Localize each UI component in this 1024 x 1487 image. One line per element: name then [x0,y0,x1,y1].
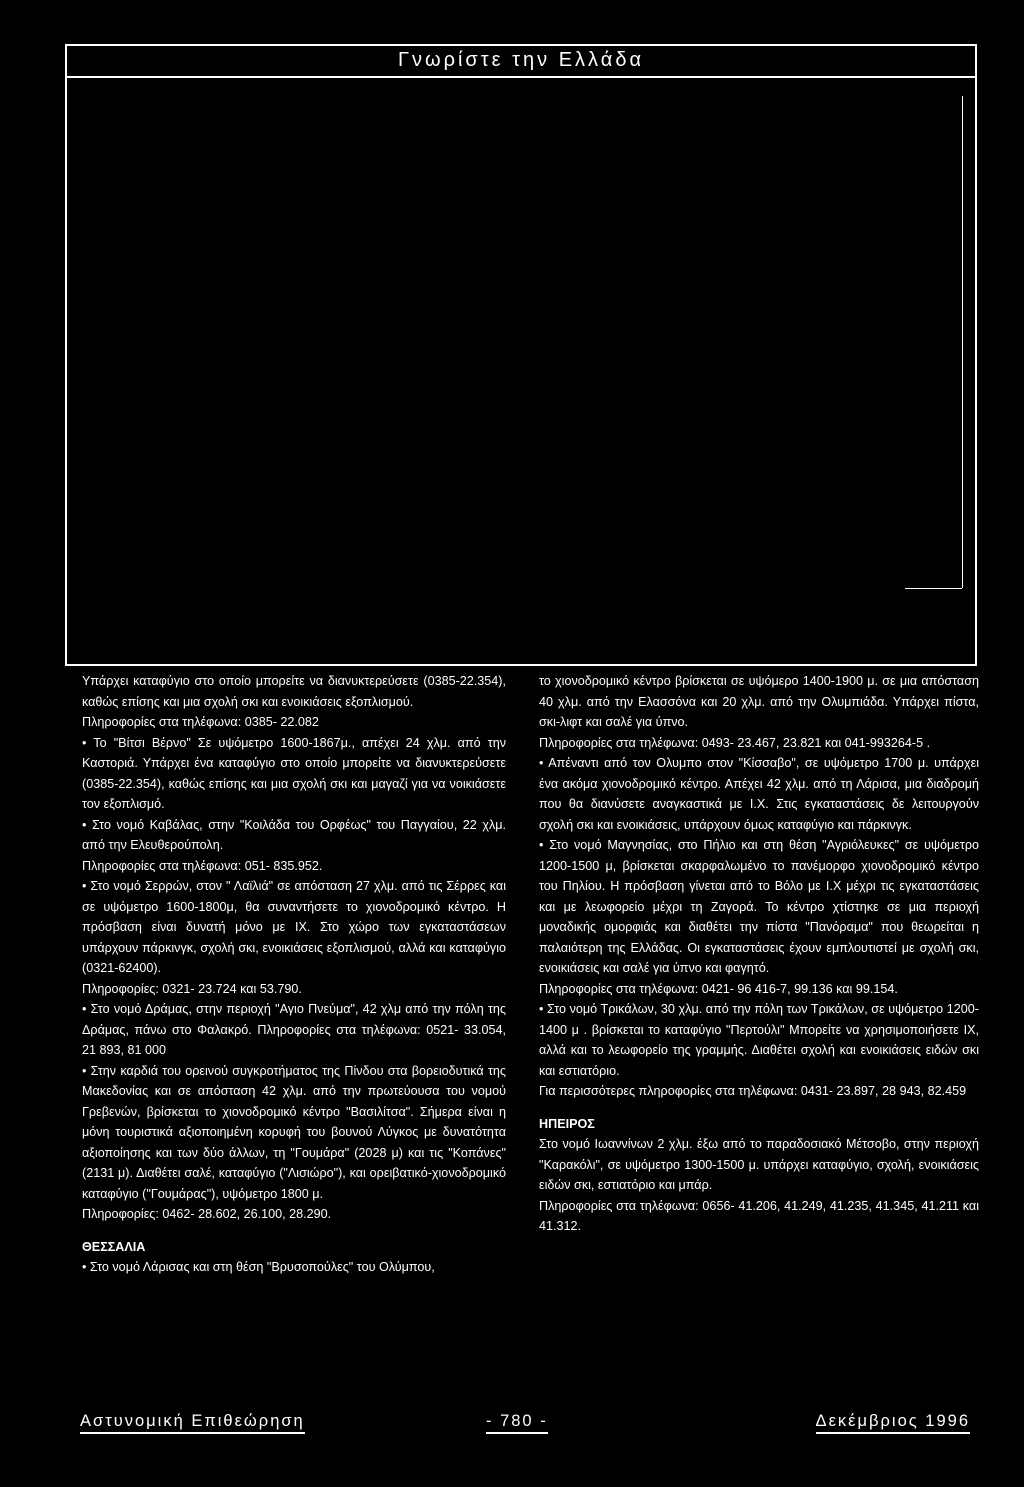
paragraph: • Απέναντι από τον Ολυμπο στον "Κίσσαβο", σε υψόμετρο 1700 μ. υπάρχει ένα ακόμα χιονοδρομικό κέντρο. Απέχει 42 χλμ. από τη Λάρισα, μια διαδρομή που θα διανύσετε αναγκαστικά με Ι.Χ. Στις εγκαταστάσεις δε λειτουργούν σχολή σκι και ενοικιάσεις, υπάρχουν όμως καταφύγιο και πάρκινγκ. [539,756,979,832]
paragraph: • Στο νομό Τρικάλων, 30 χλμ. από την πόλη των Τρικάλων, σε υψόμετρο 1200-1400 μ . βρίσκεται το καταφύγιο "Περτούλι" Μπορείτε να χρησιμοποιήσετε ΙΧ, αλλά και το λεωφορείο της γραμμής. Διαθέτει σχολή και ενοικιάσεις ειδών σκι και εστιατόριο. [539,1002,979,1078]
left-column [82,671,506,1278]
paragraph: • Στο νομό Μαγνησίας, στο Πήλιο και στη θέση "Αγριόλευκες" σε υψόμετρο 1200-1500 μ, βρίσκεται σκαρφαλωμένο το πανέμορφο χιονοδρομικό κέντρο του Πηλίου. Η πρόσβαση γίνεται από το Βόλο με Ι.Χ μέχρι τις εγκαταστάσεις και με λεωφορείο μέχρι τη Ζαγορά. Το κέντρο χτίστηκε σε μια περιοχή μοναδικής ομορφιάς και διαθέτει την πίστα "Πανόραμα" που θεωρείται η παλαιότερη της Ελλάδας. Οι εγκαταστάσεις έχουν εμπλουτιστεί με σχολή σκι, ενοικιάσεις και σαλέ για ύπνο και φαγητό. [539,838,979,975]
section-heading-thessalia: ΘΕΣΣΑΛΙΑ [82,1239,146,1254]
paragraph: Υπάρχει καταφύγιο στο οποίο μπορείτε να διανυκτερεύσετε (0385-22.354), καθώς επίσης και μια σχολή σκι και ενοικιάσεις εξοπλισμού. [82,674,506,709]
paragraph: Πληροφορίες στα τηλέφωνα: 0656- 41.206, 41.249, 41.235, 41.345, 41.211 και 41.312. [539,1198,979,1233]
paragraph: Στο νομό Ιωαννίνων 2 χλμ. έξω από το παραδοσιακό Μέτσοβο, στην περιοχή "Καρακόλι", σε υψόμετρο 1300-1500 μ. υπάρχει καταφύγιο, σχολή, ενοικιάσεις ειδών σκι, εστιατόριο και μπάρ. [539,1137,979,1192]
paragraph: • Στο νομό Λάρισας και στη θέση "Βρυσοπούλες" του Ολύμπου, [82,1260,435,1274]
footer-publication: Αστυνομική Επιθεώρηση [80,1412,305,1434]
paragraph: • Το "Βίτσι Βέρνο" Σε υψόμετρο 1600-1867μ., απέχει 24 χλμ. από την Καστοριά. Υπάρχει ένα καταφύγιο στο οποίο μπορείτε να διανυκτερεύσετε (0385-22.354), καθώς επίσης και μια σχολή σκι και μαγαζί για να νοικιάσετε τον εξοπλισμό. [82,735,506,811]
header-divider [67,76,975,78]
photo-frame-edge [962,96,963,588]
paragraph: • Στο νομό Δράμας, στην περιοχή "Αγιο Πνεύμα", 42 χλμ από την πόλη της Δράμας, πάνω στο Φαλακρό. Πληροφορίες στα τηλέφωνα: 0521- 33.054, 21 893, 81 000 [82,1002,506,1057]
paragraph: • Στο νομό Σερρών, στον " Λαϊλιά" σε απόσταση 27 χλμ. από τις Σέρρες και σε υψόμετρο 1600-1800μ, θα συναντήσετε το χιονοδρομικό κέντρο. Η πρόσβαση είναι δυνατή μόνο με ΙΧ. Στο χώρο των εγκαταστάσεων υπάρχουν πάρκινγκ, σχολή σκι, ενοικιάσεις εξοπλισμού, αλλά και καταφύγιο (0321-62400). [82,879,506,975]
paragraph: Πληροφορίες: 0462- 28.602, 26.100, 28.290. [82,1207,332,1221]
paragraph: το χιονοδρομικό κέντρο βρίσκεται σε υψόμερο 1400-1900 μ. σε μια απόσταση 40 χλμ. από την Ελασσόνα και 20 χλμ. από την Ολυμπιάδα. Υπάρχει πίστα, σκι-λιφτ και σαλέ για ύπνο. [539,674,979,729]
header-box [65,44,977,666]
photo-frame-corner [905,588,962,589]
paragraph: Πληροφορίες στα τηλέφωνα: 051- 835.952. [82,858,323,873]
paragraph: Πληροφορίες στα τηλέφωνα: 0385- 22.082 [82,715,319,729]
footer-page-number: - 780 - [486,1412,548,1434]
paragraph: • Στην καρδιά του ορεινού συγκροτήματος της Πίνδου στα βορειοδυτικά της Μακεδονίας και σε απόσταση 42 χλμ. από την πρωτεύουσα του νομού Γρεβενών, βρίσκεται το χιονοδρομικό κέντρο "Βασιλίτσα". Σήμερα είναι η μόνη τουριστικά αξιοποιημένη κορυφή του βουνού Λύγκος με δυνατότητα αξιοποίησης και των δύο άλλων, τη "Γουμάρα" (2028 μ) και τις "Κοπάνες" (2131 μ). Διαθέτει σαλέ, καταφύγιο ("Λισιώρο"), και ορειβατικό-χιονοδρομικό καταφύγιο ("Γουμάρας"), υψόμετρο 1800 μ. [82,1063,506,1201]
footer-date: Δεκέμβριος 1996 [816,1412,970,1434]
paragraph: Πληροφορίες στα τηλέφωνα: 0493- 23.467, 23.821 και 041-993264-5 . [539,735,931,750]
paragraph: Για περισσότερες πληροφορίες στα τηλέφωνα: 0431- 23.897, 28 943, 82.459 [539,1084,967,1098]
page-footer [80,1412,970,1436]
section-heading-ipeiros: ΗΠΕΙΡΟΣ [539,1116,595,1131]
right-column [539,671,979,1237]
paragraph: • Στο νομό Καβάλας, στην "Κοιλάδα του Ορφέως" του Παγγαίου, 22 χλμ. από την Ελευθερούπολη. [82,817,506,852]
paragraph: Πληροφορίες: 0321- 23.724 και 53.790. [82,981,302,996]
paragraph: Πληροφορίες στα τηλέφωνα: 0421- 96 416-7, 99.136 και 99.154. [539,981,898,996]
page-title: Γνωρίστε την Ελλάδα [397,49,645,71]
